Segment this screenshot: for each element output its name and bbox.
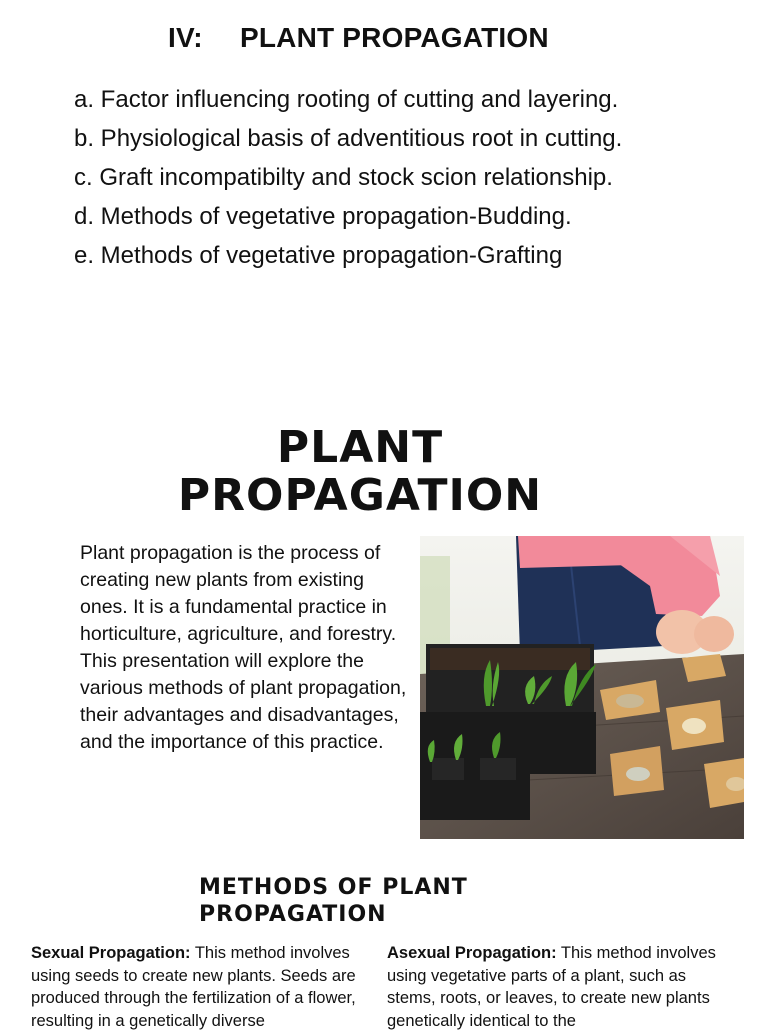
unit-heading — [168, 22, 549, 54]
topic-item: d. Methods of vegetative propagation-Budding. — [74, 203, 572, 230]
topic-list — [74, 80, 622, 275]
sexual-propagation-paragraph — [31, 942, 369, 1032]
methods-heading-line-2: PROPAGATION — [199, 902, 387, 927]
page-title-line-2: PROPAGATION — [177, 470, 543, 521]
page-title — [160, 424, 560, 520]
unit-number: IV: — [168, 22, 203, 53]
topic-item: e. Methods of vegetative propagation-Grafting — [74, 242, 563, 269]
topic-item: c. Graft incompatibilty and stock scion relationship. — [74, 164, 613, 191]
page-title-line-1: PLANT — [276, 422, 444, 473]
intro-paragraph: Plant propagation is the process of creating new plants from existing ones. It is a fundamental practice in horticulture, agriculture, and forestry. This presentation will explore the various methods of plant propagation, their advantages and disadvantages, and the importance of this practice. — [80, 542, 407, 753]
methods-heading — [199, 874, 529, 928]
asexual-propagation-paragraph — [387, 942, 732, 1032]
topic-item: b. Physiological basis of adventitious root in cutting. — [74, 125, 623, 152]
topic-item: a. Factor influencing rooting of cutting and layering. — [74, 86, 619, 113]
unit-title: PLANT PROPAGATION — [240, 22, 549, 53]
asexual-propagation-label: Asexual Propagation: — [387, 944, 557, 962]
seedling-photo — [420, 536, 744, 839]
methods-heading-line-1: METHODS OF PLANT — [199, 875, 468, 900]
sexual-propagation-label: Sexual Propagation: — [31, 944, 191, 962]
asexual-propagation-text: This method involves using vegetative parts of a plant, such as stems, roots, or leaves, to create new plants genetically identical to the — [387, 944, 716, 1030]
sexual-propagation-text: This method involves using seeds to create new plants. Seeds are produced through the fertilization of a flower, resulting in a genetically diverse — [31, 944, 356, 1030]
